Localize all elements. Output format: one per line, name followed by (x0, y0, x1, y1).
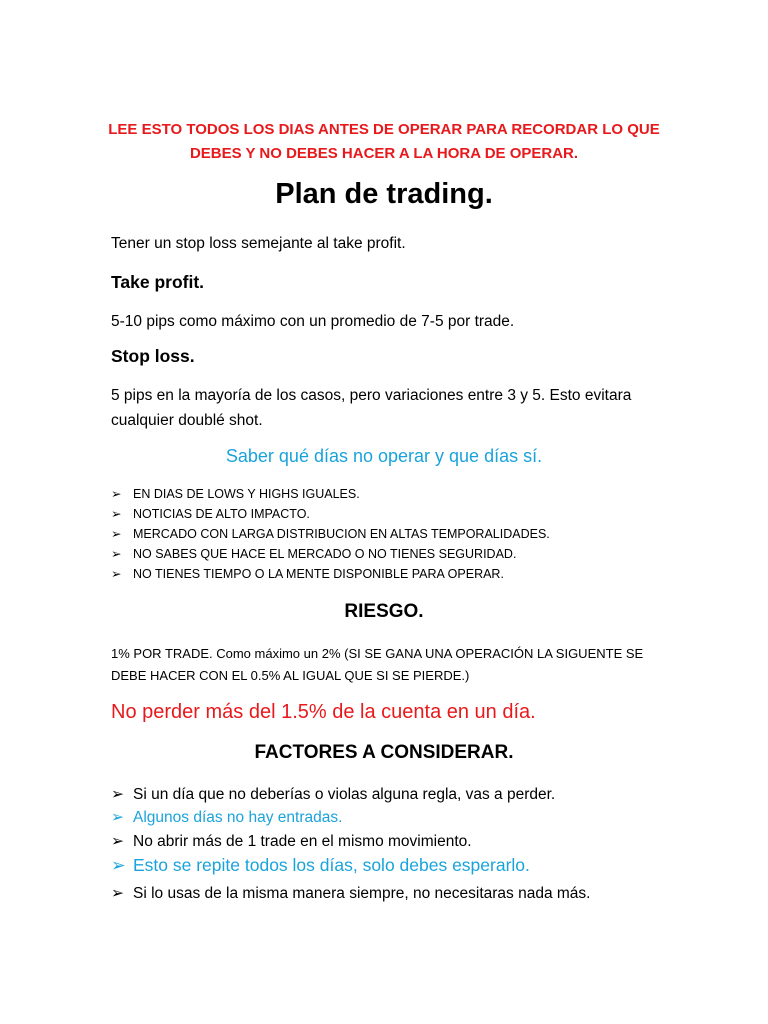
header-line-1: LEE ESTO TODOS LOS DIAS ANTES DE OPERAR PARA RECORDAR LO QUE (108, 121, 660, 138)
header-line-2: DEBES Y NO DEBES HACER A LA HORA DE OPERAR. (189, 145, 579, 162)
list-item: ➢ No abrir más de 1 trade en el mismo movimiento. (111, 833, 472, 850)
list-item: ➢ MERCADO CON LARGA DISTRIBUCION EN ALTAS TEMPORALIDADES. (111, 527, 550, 541)
arrow-bullet-icon: ➢ (111, 567, 122, 581)
list-item: ➢ NOTICIAS DE ALTO IMPACTO. (111, 507, 310, 521)
take-profit-heading: Take profit. (111, 272, 205, 292)
list-item: ➢ Esto se repite todos los días, solo debes esperarlo. (111, 855, 530, 875)
arrow-bullet-icon: ➢ (111, 786, 124, 803)
list-item: ➢ NO TIENES TIEMPO O LA MENTE DISPONIBLE PARA OPERAR. (111, 567, 504, 581)
list-item: ➢ Si un día que no deberías o violas alguna regla, vas a perder. (111, 786, 556, 803)
list-item: ➢ Si lo usas de la misma manera siempre, no necesitaras nada más. (111, 885, 591, 902)
arrow-bullet-icon: ➢ (111, 507, 122, 521)
riesgo-text: 1% POR TRADE. Como máximo un 2% (SI SE GANA UNA OPERACIÓN LA SIGUENTE SE DEBE HACER CON EL 0.5% AL IGUAL QUE SI SE PIERDE.) (111, 646, 644, 683)
list-item: ➢ NO SABES QUE HACE EL MERCADO O NO TIENES SEGURIDAD. (111, 547, 517, 561)
factores-heading: FACTORES A CONSIDERAR. (254, 742, 514, 763)
arrow-bullet-icon: ➢ (111, 487, 122, 501)
arrow-bullet-icon: ➢ (111, 809, 124, 826)
arrow-bullet-icon: ➢ (111, 527, 122, 541)
riesgo-heading: RIESGO. (344, 601, 424, 622)
intro-text: Tener un stop loss semejante al take profit. (111, 235, 406, 252)
stop-loss-heading: Stop loss. (111, 346, 195, 366)
arrow-bullet-icon: ➢ (111, 855, 126, 875)
list-item: ➢ EN DIAS DE LOWS Y HIGHS IGUALES. (111, 487, 360, 501)
arrow-bullet-icon: ➢ (111, 547, 122, 561)
header-notice (0, 118, 768, 166)
no-trade-days-list (111, 486, 671, 586)
list-item: ➢ Algunos días no hay entradas. (111, 809, 343, 826)
arrow-bullet-icon: ➢ (111, 833, 124, 850)
factores-list (111, 785, 671, 905)
no-trade-days-heading: Saber qué días no operar y que días sí. (225, 446, 543, 466)
riesgo-warning: No perder más del 1.5% de la cuenta en un día. (111, 701, 536, 723)
take-profit-text: 5-10 pips como máximo con un promedio de 7-5 por trade. (111, 313, 515, 330)
arrow-bullet-icon: ➢ (111, 885, 124, 902)
stop-loss-text: 5 pips en la mayoría de los casos, pero variaciones entre 3 y 5. Esto evitara cualquier doublé shot. (111, 387, 632, 429)
page-title: Plan de trading. (275, 178, 493, 210)
